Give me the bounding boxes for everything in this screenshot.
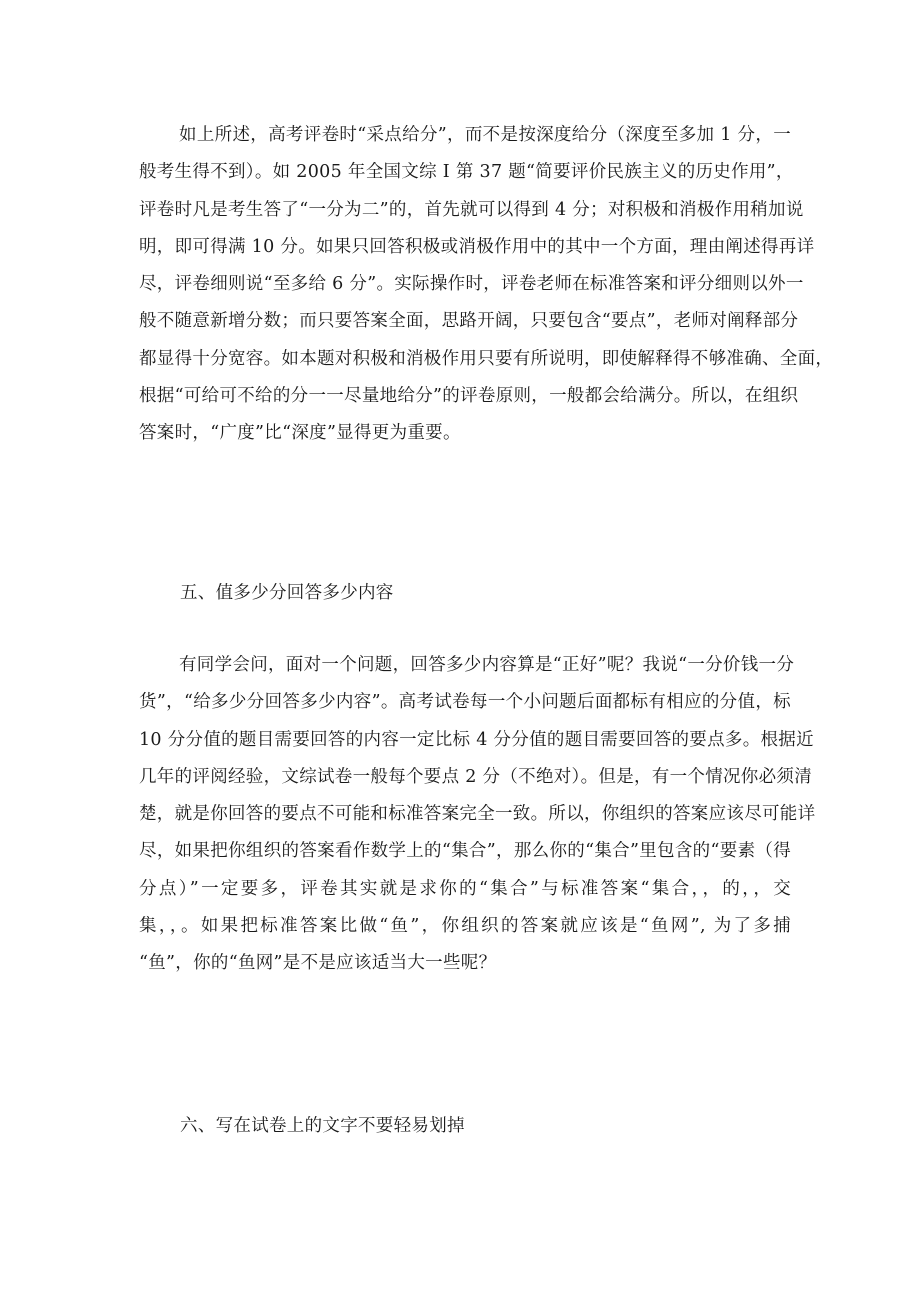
paragraph-line: 都显得十分宽容。如本题对积极和消极作用只要有所说明，即使解释得不够准确、全面， <box>139 348 834 369</box>
paragraph-line: 尽，评卷细则说“至多给 6 分”。实际操作时，评卷老师在标准答案和评分细则以外一 <box>139 274 804 295</box>
paragraph-line: 分点）”一定要多，评卷其实就是求你的“集合”与标准答案“集合，，的，，交 <box>139 878 791 899</box>
paragraph-line: 有同学会问，面对一个问题，回答多少内容算是“正好”呢？我说“一分价钱一分 <box>179 655 795 675</box>
section-heading-5: 五、值多少分回答多少内容 <box>180 583 394 603</box>
paragraph-line: 般考生得不到）。如 2005 年全国文综 I 第 37 题“简要评价民族主义的历史作用”， <box>139 162 794 183</box>
paragraph-line: 集，，。如果把标准答案比做“鱼”，你组织的答案就应该是“鱼网”, 为了多捕 <box>139 916 791 937</box>
paragraph-line: 明，即可得满 10 分。如果只回答积极或消极作用中的其中一个方面，理由阐述得再详 <box>139 236 815 257</box>
paragraph-line: 尽，如果把你组织的答案看作数学上的“集合”，那么你的“集合”里包含的“要素（得 <box>139 841 791 862</box>
section-heading-6: 六、写在试卷上的文字不要轻易划掉 <box>180 1116 465 1136</box>
paragraph-line: 楚，就是你回答的要点不可能和标准答案完全一致。所以，你组织的答案应该尽可能详 <box>139 804 816 825</box>
paragraph-line: 货”，“给多少分回答多少内容”。高考试卷每一个小问题后面都标有相应的分值，标 <box>139 692 791 713</box>
paragraph-scoring-method <box>139 117 834 453</box>
paragraph-line: 评卷时凡是考生答了“一分为二”的，首先就可以得到 4 分；对积极和消极作用稍加说 <box>139 199 804 220</box>
paragraph-line: 根据“可给可不给的分一一尽量地给分”的评卷原则，一般都会给满分。所以，在组织 <box>139 386 799 407</box>
paragraph-line: 般不随意新增分数；而只要答案全面，思路开阔，只要包含“要点”，老师对阐释部分 <box>139 311 799 332</box>
paragraph-answer-length <box>139 647 816 983</box>
paragraph-line: “鱼”，你的“鱼网”是不是应该适当大一些呢？ <box>139 953 497 974</box>
paragraph-line: 如上所述，高考评卷时“采点给分”，而不是按深度给分（深度至多加 1 分，一 <box>179 125 791 145</box>
paragraph-line: 10 分分值的题目需要回答的内容一定比标 4 分分值的题目需要回答的要点多。根据近 <box>139 729 814 750</box>
paragraph-line: 答案时，“广度”比“深度”显得更为重要。 <box>139 423 461 444</box>
paragraph-line: 几年的评阅经验，文综试卷一般每个要点 2 分（不绝对）。但是，有一个情况你必须清 <box>139 766 813 787</box>
